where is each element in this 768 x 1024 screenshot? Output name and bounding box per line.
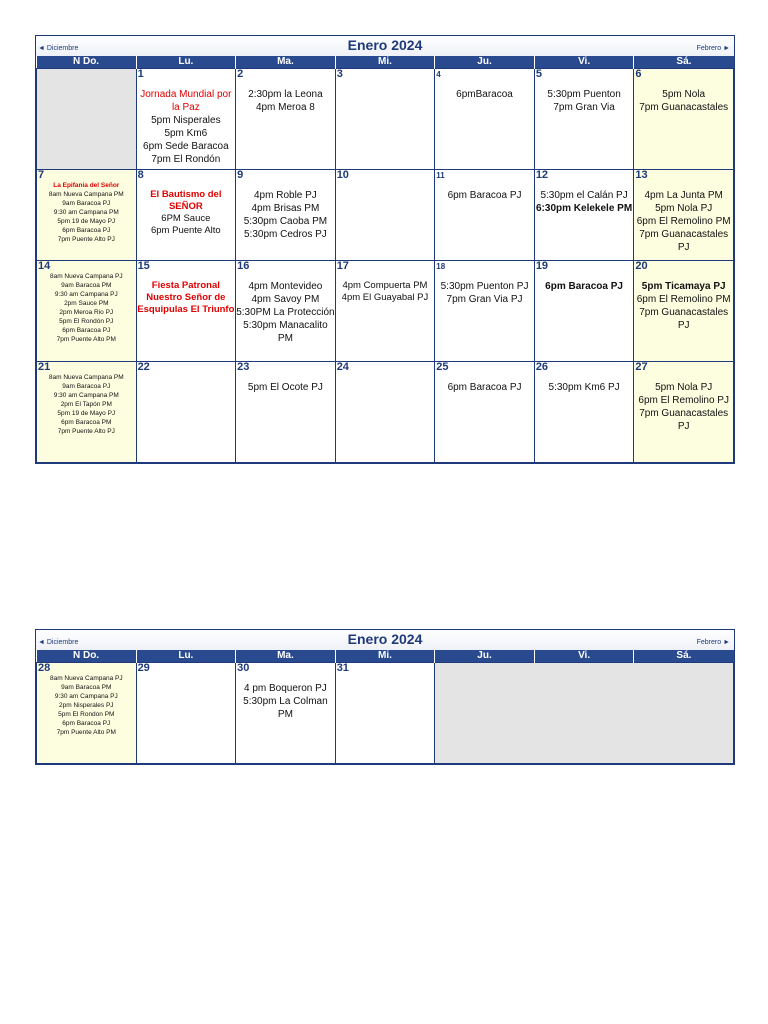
day-number: 31 [336,662,349,674]
event-item[interactable]: 9am Baracoa PM [61,684,112,691]
event-item[interactable]: El Bautismo del SEÑOR [150,189,222,212]
event-item[interactable]: 7pm El Rondón [151,154,221,165]
day-number: 23 [237,361,250,373]
week-row [37,261,734,362]
event-list [236,272,335,345]
event-item[interactable]: 6pm Baracoa PJ [447,382,522,393]
day-number: 28 [38,662,51,674]
day-cell[interactable] [37,261,137,362]
day-cell[interactable] [37,170,137,261]
day-cell[interactable] [136,261,236,362]
event-item[interactable]: 6pmBaracoa [456,89,513,100]
day-number: 19 [535,260,549,272]
event-list [435,272,534,306]
event-item[interactable]: 9:30 am Campana PM [53,209,119,216]
event-item[interactable]: 7pm Puente Alto PJ [57,428,115,435]
day-number: 22 [137,361,150,373]
event-item[interactable]: 6pm Sede Baracoa [143,141,229,152]
event-list [37,373,136,436]
day-cell[interactable] [236,69,336,170]
event-list [336,272,435,304]
event-item[interactable]: 7pm Gran Via PJ [446,294,523,305]
weekday-header-row [37,650,734,663]
week-row [37,362,734,463]
day-cell[interactable] [335,663,435,764]
event-item[interactable]: 2:30pm la Leona [248,89,323,100]
event-item[interactable]: 7pm Guanacastales PJ [639,229,729,253]
event-list [435,181,534,202]
day-number: 14 [38,260,51,272]
event-item[interactable]: 2pm Sauce PM [64,300,109,307]
calendar-header [36,36,734,56]
event-item[interactable]: 9:30 am Campana PJ [54,291,118,298]
event-list [236,80,335,114]
weekday-header: Mi. [335,56,435,69]
event-item[interactable]: 6pm Baracoa PJ [447,190,522,201]
day-cell[interactable] [236,663,336,764]
day-cell[interactable] [236,261,336,362]
event-list [37,674,136,737]
event-item[interactable]: 2pm Nisperales PJ [59,702,114,709]
event-item[interactable]: 5:30pm Puenton [547,89,621,100]
day-number: 15 [137,260,150,272]
event-list [236,181,335,241]
day-cell[interactable] [37,663,137,764]
weekday-header: N Do. [37,56,137,69]
event-item[interactable]: Fiesta Patronal Nuestro Señor de Esquipulas El Triunfo [137,280,235,315]
prev-month-link[interactable]: ◄ Diciembre [38,45,79,52]
day-number: 21 [38,361,51,373]
day-cell[interactable] [37,362,137,463]
event-list [236,373,335,394]
event-item[interactable]: 5pm El Ocote PJ [247,382,323,393]
event-item[interactable]: 6pm Baracoa PJ [62,227,111,234]
event-item[interactable]: 5pm Km6 [164,128,208,139]
day-number: 10 [336,169,349,181]
event-list [634,181,733,254]
day-number: 6 [635,68,642,80]
event-item[interactable]: 5:30pm el Calán PJ [540,190,628,201]
day-number: 5 [535,68,542,80]
day-number: 1 [137,68,144,80]
event-item[interactable]: 7pm Gran Via [553,102,615,113]
event-item[interactable]: 5pm Nola PJ [655,382,713,393]
day-cell[interactable] [534,261,634,362]
weekday-header: Ma. [236,650,336,663]
event-item[interactable]: 6pm Puente Alto [150,225,221,236]
weekday-header: Sá. [634,56,734,69]
day-cell[interactable] [136,362,236,463]
event-item[interactable]: 8am Nueva Campana PM [48,374,124,381]
day-number: 17 [336,260,349,272]
weekday-header: N Do. [37,650,137,663]
event-item[interactable]: Jornada Mundial por la Paz [140,89,232,113]
event-item[interactable]: 8am Nueva Campana PJ [49,675,123,682]
event-item[interactable]: 6pm Baracoa PJ [62,327,111,334]
day-number: 27 [635,361,648,373]
day-number: 16 [237,260,250,272]
event-list [535,373,634,394]
calendar-january-weeks-1-4 [35,35,735,464]
event-item[interactable]: 5:30pm Caoba PM [243,216,328,227]
day-number: 18 [436,262,446,271]
day-number: 29 [137,662,150,674]
day-cell[interactable] [534,170,634,261]
weekday-header: Mi. [335,650,435,663]
day-number: 25 [436,361,449,373]
day-cell[interactable] [335,362,435,463]
event-item[interactable]: 6pm El Remolino PJ [638,395,729,406]
event-item[interactable]: 5:30pm Manacalito PM [243,320,328,344]
next-month-link[interactable]: Febrero ► [696,45,730,52]
day-cell[interactable] [136,170,236,261]
event-item[interactable]: 2pm Meroa Rio PJ [59,309,114,316]
event-item[interactable]: 5pm Nola PJ [655,203,713,214]
day-number: 30 [237,662,250,674]
day-cell[interactable] [435,362,535,463]
weekday-header-row [37,56,734,69]
event-item[interactable]: 7pm Guanacastales [639,102,729,113]
event-item[interactable]: 7pm Guanacastales PJ [639,307,729,331]
event-item[interactable]: 4pm Roble PJ [254,190,317,201]
day-cell[interactable] [136,663,236,764]
day-number: 12 [535,169,549,181]
event-item[interactable]: 4 pm Boqueron PJ [243,683,327,694]
weekday-header: Ju. [435,650,535,663]
weekday-header: Lu. [136,650,236,663]
event-item[interactable]: 5:30pm Cedros PJ [243,229,327,240]
event-list [634,373,733,433]
event-item[interactable]: 7pm Guanacastales PJ [639,408,729,432]
event-item[interactable]: 7pm Puente Alto PM [56,336,116,343]
event-item[interactable]: 4pm Compuerta PM [342,280,428,291]
weekday-header: Vi. [534,56,634,69]
event-list [535,80,634,114]
event-item[interactable]: 6:30pm Kelekele PM [536,203,633,214]
event-item[interactable]: La Epifania del Señor [53,182,120,189]
calendar-grid [36,650,734,764]
event-list [435,373,534,394]
event-list [236,674,335,721]
event-item[interactable]: 5:30pm Puenton PJ [440,281,529,292]
event-item[interactable]: 5pm Ticamaya PJ [641,281,726,292]
event-item[interactable]: 6pm El Remolino PM [636,294,731,305]
event-item[interactable]: 6pm El Remolino PM [636,216,731,227]
event-item[interactable]: 9am Baracoa PJ [62,200,111,207]
prev-month-link[interactable]: ◄ Diciembre [38,639,79,646]
day-cell[interactable] [634,261,734,362]
weekday-header: Vi. [534,650,634,663]
month-title: Enero 2024 [347,631,423,647]
event-item[interactable]: 4pm El Guayabal PJ [341,292,429,303]
day-cell[interactable] [435,170,535,261]
day-number: 2 [237,68,244,80]
event-item[interactable]: 9:30 am Campana PM [53,392,119,399]
day-number: 8 [137,169,144,181]
month-title: Enero 2024 [347,37,423,53]
event-item[interactable]: 6pm Baracoa PM [61,419,112,426]
day-number: 7 [38,169,45,181]
event-list [137,80,236,166]
day-cell[interactable] [534,362,634,463]
event-item[interactable]: 4pm Meroa 8 [255,102,315,113]
event-item[interactable]: 5pm Nisperales [151,115,221,126]
day-cell[interactable] [435,261,535,362]
event-item[interactable]: 4pm Brisas PM [251,203,320,214]
week-row [37,69,734,170]
day-number: 4 [436,70,441,79]
event-item[interactable]: 6pm Baracoa PJ [62,720,111,727]
day-cell[interactable] [634,69,734,170]
day-cell[interactable] [534,69,634,170]
event-list [37,181,136,244]
event-item[interactable]: 4pm La Junta PM [644,190,723,201]
event-item[interactable]: 5pm 19 de Mayo PJ [57,218,116,225]
event-item[interactable]: 7pm Puente Alto PJ [57,236,115,243]
event-item[interactable]: 7pm Puente Alto PM [56,729,116,736]
event-list [37,272,136,344]
event-item[interactable]: 2pm El Tapón PM [60,401,112,408]
event-item[interactable]: 4pm Montevideo [248,281,323,292]
day-cell[interactable] [335,69,435,170]
event-item[interactable]: 4pm Savoy PM [251,294,320,305]
day-cell[interactable] [136,69,236,170]
weekday-header: Ma. [236,56,336,69]
week-row [37,170,734,261]
day-number: 26 [535,361,549,373]
week-row [37,663,734,764]
weekday-header: Ju. [435,56,535,69]
weekday-header: Sá. [634,650,734,663]
day-cell[interactable] [435,69,535,170]
event-item[interactable]: 5pm El Rondón PJ [59,318,114,325]
day-cell[interactable] [236,362,336,463]
day-number: 24 [336,361,349,373]
event-list [137,181,236,237]
event-item[interactable]: 9:30 am Campana PJ [54,693,118,700]
event-list [634,272,733,332]
day-cell[interactable] [335,261,435,362]
event-item[interactable]: 5:30pm Km6 PJ [548,382,620,393]
day-cell[interactable] [37,69,137,170]
empty-days-filler [435,663,734,764]
event-item[interactable]: 5:30pm La Colman PM [243,696,328,720]
event-item[interactable]: 9am Baracoa PM [61,282,112,289]
day-cell[interactable] [634,170,734,261]
day-cell[interactable] [634,362,734,463]
event-item[interactable]: 8am Nueva Campana PM [48,191,124,198]
weekday-header: Lu. [136,56,236,69]
next-month-link[interactable]: Febrero ► [696,639,730,646]
calendar-grid [36,56,734,463]
calendar-january-week-5 [35,629,735,765]
event-item[interactable]: 5pm 19 de Mayo PJ [57,410,116,417]
event-list [435,80,534,101]
day-number: 20 [635,260,648,272]
event-list [535,181,634,215]
event-list [137,272,236,316]
day-number: 13 [635,169,648,181]
day-number: 9 [237,169,244,181]
day-number: 11 [436,171,445,180]
event-item[interactable]: 5pm Nola [662,89,706,100]
event-list [535,272,634,293]
day-number: 3 [336,68,343,80]
calendar-header [36,630,734,650]
event-item[interactable]: 9am Baracoa PJ [62,383,111,390]
event-item[interactable]: 5pm El Rondon PM [58,711,115,718]
day-cell[interactable] [236,170,336,261]
event-item[interactable]: 8am Nueva Campana PJ [49,273,123,280]
event-list [634,80,733,114]
event-item[interactable]: 5:30PM La Protección [236,307,335,318]
event-item[interactable]: 6PM Sauce [161,213,211,224]
day-cell[interactable] [335,170,435,261]
event-item[interactable]: 6pm Baracoa PJ [545,281,623,292]
